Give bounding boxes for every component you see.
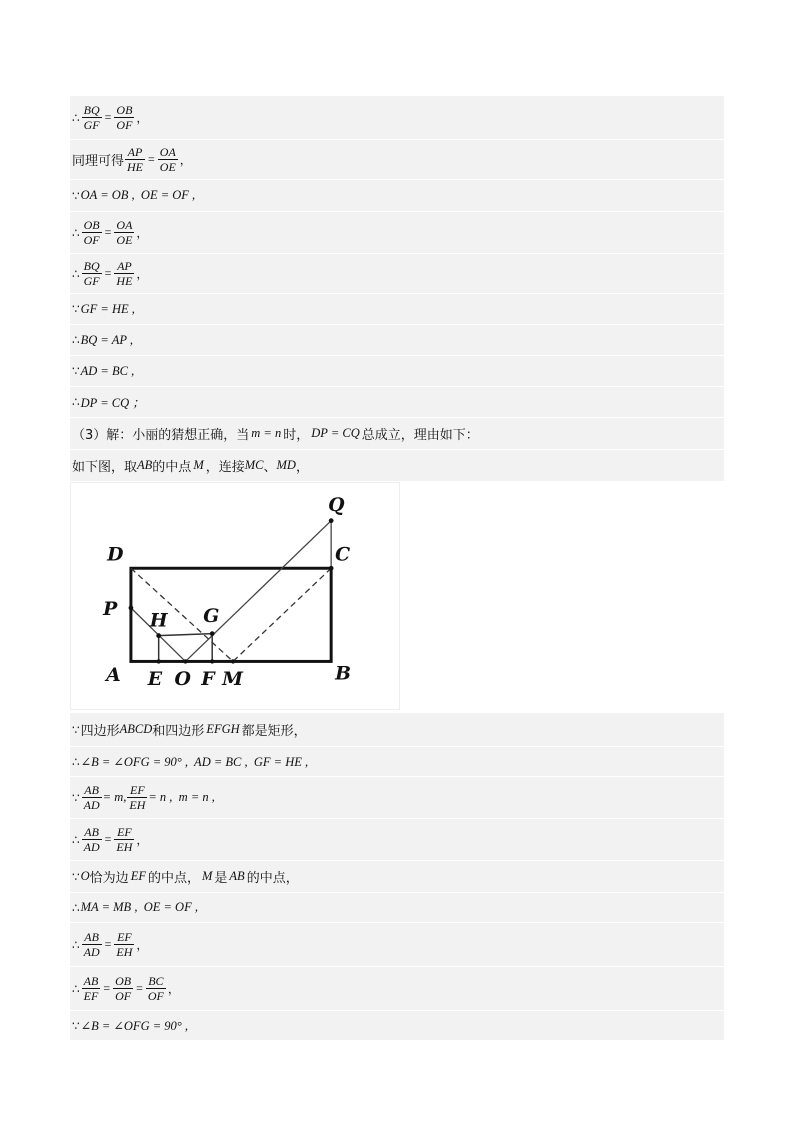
fraction: $\frac{AP}{HE}$ (127, 145, 144, 174)
fraction: $\frac{OB}{OF}$ (83, 218, 100, 247)
label-m: M (222, 668, 243, 691)
fraction: $\frac{AP}{HE}$ (116, 259, 133, 288)
step-line: ∵ ∠B = ∠OFG = 90° , (70, 1011, 724, 1041)
step-line: ∴ $\frac{AB}{AD}$ = $\frac{EF}{EH}$ ， (70, 923, 724, 967)
step-line: ∴ DP = CQ ； (70, 387, 724, 418)
label-b: B (335, 662, 352, 685)
point-o (183, 659, 187, 663)
rectangle-efgh (159, 634, 213, 662)
point-c (329, 566, 334, 571)
point-g (210, 631, 215, 636)
label-q: Q (328, 493, 345, 516)
fraction: $\frac{EF}{EH}$ (116, 825, 133, 854)
step-line: ∵ GF = HE , (70, 294, 724, 325)
label-g: G (203, 604, 220, 627)
label-e: E (147, 668, 163, 691)
fraction: $\frac{OB}{OF}$ (116, 103, 133, 132)
step-line: ∵ O 恰为边 EF 的中点， M 是 AB 的中点， (70, 861, 724, 893)
point-m (231, 659, 235, 663)
step-line: 同理可得 $\frac{AP}{HE}$ = $\frac{OA}{OE}$ ， (70, 140, 724, 180)
geometry-figure (70, 482, 400, 710)
step-line: （3）解：小丽的猜想正确，当 m = n 时， DP = CQ 总成立，理由如下： (70, 418, 724, 450)
fraction: $\frac{EF}{EH}$ (116, 930, 133, 959)
step-line: ∴ $\frac{OB}{OF}$ = $\frac{OA}{OE}$ ， (70, 212, 724, 254)
fraction: $\frac{OA}{OE}$ (159, 145, 176, 174)
segment-mc (233, 568, 331, 661)
point-q (329, 518, 334, 523)
segment-oq (185, 521, 331, 662)
step-line: ∴ MA = MB , OE = OF , (70, 893, 724, 923)
fraction: $\frac{AB}{AD}$ (83, 783, 100, 812)
figure-container (70, 482, 724, 713)
label-c: C (335, 543, 351, 566)
step-line: ∵ AD = BC , (70, 356, 724, 387)
label-f: F (201, 668, 215, 691)
point-f (210, 659, 214, 663)
point-h (156, 633, 161, 638)
label-h: H (149, 609, 168, 632)
label-a: A (106, 664, 121, 687)
step-line: ∴ $\frac{AB}{EF}$ = $\frac{OB}{OF}$ = $\frac{BC}{OF}$ ， (70, 967, 724, 1011)
step-line: ∴ ∠B = ∠OFG = 90° , AD = BC , GF = HE , (70, 747, 724, 777)
label-p: P (103, 597, 118, 620)
fraction: $\frac{OB}{OF}$ (115, 974, 132, 1003)
fraction: $\frac{BC}{OF}$ (147, 974, 164, 1003)
label-o: O (174, 668, 191, 691)
fraction: $\frac{BQ}{GF}$ (83, 103, 100, 132)
step-line: ∵ OA = OB , OE = OF , (70, 180, 724, 212)
solution-content (70, 96, 724, 1041)
step-line: ∵ $\frac{AB}{AD}$ = m, $\frac{EF}{EH}$ = n , m = n , (70, 777, 724, 819)
fraction: $\frac{AB}{EF}$ (83, 974, 99, 1003)
step-line: ∴ $\frac{BQ}{GF}$ = $\frac{OB}{OF}$ ， (70, 96, 724, 140)
fraction: $\frac{OA}{OE}$ (116, 218, 133, 247)
step-line: ∴ $\frac{AB}{AD}$ = $\frac{EF}{EH}$ ， (70, 819, 724, 861)
fraction: $\frac{AB}{AD}$ (83, 930, 100, 959)
label-d: D (107, 543, 124, 566)
step-line: ∴ BQ = AP , (70, 325, 724, 356)
fraction: $\frac{AB}{AD}$ (83, 825, 100, 854)
fraction: $\frac{BQ}{GF}$ (83, 259, 100, 288)
step-line: 如下图，取 AB 的中点 M ，连接 MC 、 MD ， (70, 450, 724, 482)
step-line: ∴ $\frac{BQ}{GF}$ = $\frac{AP}{HE}$ ， (70, 254, 724, 294)
step-line: ∵ 四边形 ABCD 和四边形 EFGH 都是矩形， (70, 713, 724, 747)
point-p (129, 606, 134, 611)
therefore-symbol: ∴ (72, 110, 80, 125)
fraction: $\frac{EF}{EH}$ (129, 783, 146, 812)
point-e (156, 659, 160, 663)
